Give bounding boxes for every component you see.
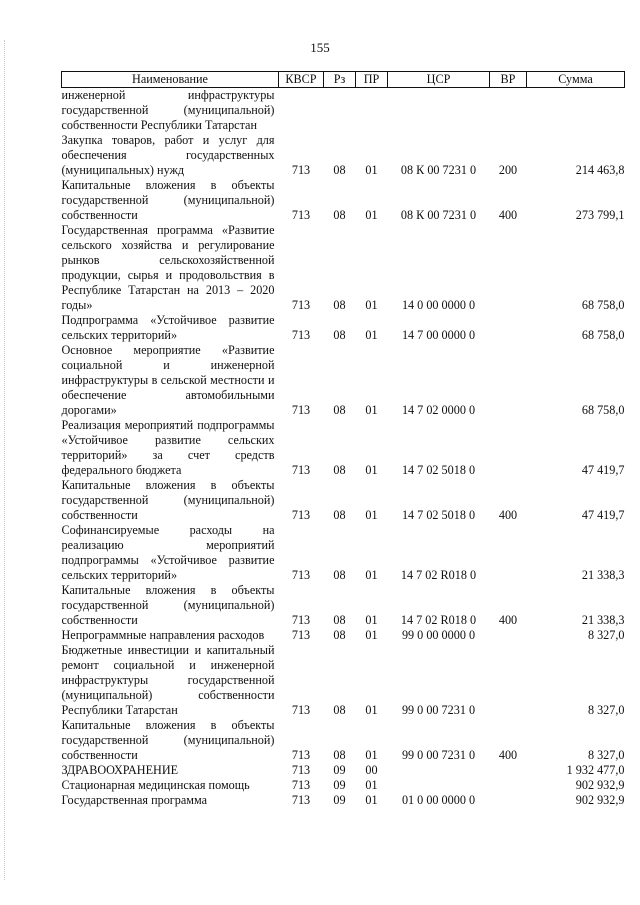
row-sum: 8 327,0 <box>587 628 625 642</box>
row-vr <box>490 313 527 343</box>
table-row <box>62 133 625 178</box>
header-name: Наименование <box>62 72 279 88</box>
row-csr: 14 7 02 R018 0 <box>400 568 477 582</box>
row-sum: 902 932,9 <box>575 778 625 792</box>
row-name: инженерной инфраструктуры государственной (муниципальной) собственности Республики Татарстан <box>61 88 275 132</box>
row-rz: 08 <box>333 208 346 222</box>
row-kvsr: 713 <box>291 628 311 642</box>
row-rz: 08 <box>333 163 346 177</box>
row-pr: 01 <box>365 508 378 522</box>
row-rz: 08 <box>333 508 346 522</box>
row-rz: 08 <box>333 298 346 312</box>
row-name: Капитальные вложения в объекты государственной (муниципальной) собственности <box>61 178 275 222</box>
row-vr <box>490 763 527 778</box>
row-kvsr <box>279 88 324 134</box>
row-kvsr: 713 <box>291 298 311 312</box>
table-row <box>62 583 625 628</box>
row-pr: 01 <box>365 568 378 582</box>
row-rz: 08 <box>333 628 346 642</box>
row-sum: 902 932,9 <box>575 793 625 807</box>
table-row <box>62 643 625 718</box>
row-sum: 1 932 477,0 <box>566 763 625 777</box>
row-vr <box>490 523 527 583</box>
row-pr: 01 <box>365 703 378 717</box>
header-rz: Рз <box>324 72 356 88</box>
row-pr <box>356 88 388 134</box>
header-pr: ПР <box>356 72 388 88</box>
row-sum: 47 419,7 <box>581 463 625 477</box>
row-csr: 99 0 00 0000 0 <box>401 628 476 642</box>
row-vr: 400 <box>498 613 518 627</box>
scan-edge-mark <box>4 40 6 880</box>
row-name: ЗДРАВООХРАНЕНИЕ <box>61 763 179 777</box>
row-kvsr: 713 <box>291 793 311 807</box>
row-csr: 99 0 00 7231 0 <box>401 748 476 762</box>
row-sum: 47 419,7 <box>581 508 625 522</box>
row-vr <box>490 223 527 313</box>
row-kvsr: 713 <box>291 763 311 777</box>
row-pr: 01 <box>365 208 378 222</box>
row-pr: 01 <box>365 748 378 762</box>
row-kvsr: 713 <box>291 328 311 342</box>
row-rz: 09 <box>333 763 346 777</box>
row-sum: 68 758,0 <box>581 298 625 312</box>
row-rz: 08 <box>333 568 346 582</box>
row-sum: 273 799,1 <box>575 208 625 222</box>
table-row <box>62 223 625 313</box>
row-pr: 01 <box>365 328 378 342</box>
row-rz <box>324 88 356 134</box>
row-name: Бюджетные инвестиции и капитальный ремонт социальной и инженерной инфраструктуры государственной (муниципальной) собственности Республики Татарстан <box>61 643 275 717</box>
table-row <box>62 178 625 223</box>
row-rz: 08 <box>333 748 346 762</box>
row-rz: 08 <box>333 328 346 342</box>
row-pr: 01 <box>365 778 378 792</box>
row-sum: 68 758,0 <box>581 328 625 342</box>
table-row <box>62 778 625 793</box>
row-name: Государственная программа <box>61 793 208 807</box>
header-sum: Сумма <box>527 72 625 88</box>
table-row <box>62 343 625 418</box>
row-kvsr: 713 <box>291 463 311 477</box>
row-rz: 09 <box>333 793 346 807</box>
row-csr: 14 7 02 5018 0 <box>401 508 476 522</box>
row-csr <box>388 88 490 134</box>
row-kvsr: 713 <box>291 163 311 177</box>
row-vr <box>490 643 527 718</box>
row-rz: 08 <box>333 463 346 477</box>
row-pr: 01 <box>365 463 378 477</box>
row-name: Реализация мероприятий подпрограммы «Устойчивое развитие сельских территорий» за счет средств федерального бюджета <box>61 418 275 477</box>
row-rz: 08 <box>333 403 346 417</box>
table-row <box>62 478 625 523</box>
row-sum: 8 327,0 <box>587 748 625 762</box>
row-name: Капитальные вложения в объекты государственной (муниципальной) собственности <box>61 583 275 627</box>
row-vr: 400 <box>498 508 518 522</box>
table-row <box>62 718 625 763</box>
row-rz: 09 <box>333 778 346 792</box>
row-kvsr: 713 <box>291 568 311 582</box>
row-pr: 00 <box>365 763 378 777</box>
row-name: Софинансируемые расходы на реализацию мероприятий подпрограммы «Устойчивое развитие сельских территорий» <box>61 523 275 582</box>
row-kvsr: 713 <box>291 508 311 522</box>
row-rz: 08 <box>333 613 346 627</box>
row-name: Капитальные вложения в объекты государственной (муниципальной) собственности <box>61 478 275 522</box>
row-kvsr: 713 <box>291 748 311 762</box>
row-name: Подпрограмма «Устойчивое развитие сельских территорий» <box>61 313 275 342</box>
row-csr: 99 0 00 7231 0 <box>401 703 476 717</box>
table-row <box>62 313 625 343</box>
row-name: Государственная программа «Развитие сельского хозяйства и регулирование рынков сельскохозяйственной продукции, сырья и продовольствия в Республике Татарстан на 2013 – 2020 годы» <box>61 223 275 312</box>
row-vr <box>490 88 527 134</box>
row-pr: 01 <box>365 298 378 312</box>
row-csr: 14 0 00 0000 0 <box>401 298 476 312</box>
row-sum: 21 338,3 <box>581 568 625 582</box>
row-kvsr: 713 <box>291 613 311 627</box>
row-vr <box>490 793 527 808</box>
row-rz: 08 <box>333 703 346 717</box>
table-row <box>62 793 625 808</box>
row-csr: 14 7 02 R018 0 <box>400 613 477 627</box>
row-sum: 21 338,3 <box>581 613 625 627</box>
row-csr <box>388 778 490 793</box>
row-sum: 8 327,0 <box>587 703 625 717</box>
row-name: Стационарная медицинская помощь <box>61 778 250 792</box>
row-csr: 14 7 02 5018 0 <box>401 463 476 477</box>
row-csr <box>388 763 490 778</box>
row-pr: 01 <box>365 793 378 807</box>
header-csr: ЦСР <box>388 72 490 88</box>
row-pr: 01 <box>365 628 378 642</box>
row-sum <box>527 88 625 134</box>
row-name: Капитальные вложения в объекты государственной (муниципальной) собственности <box>61 718 275 762</box>
row-kvsr: 713 <box>291 208 311 222</box>
row-kvsr: 713 <box>291 778 311 792</box>
table-body <box>62 88 625 809</box>
row-pr: 01 <box>365 403 378 417</box>
table-header-row <box>62 72 625 88</box>
budget-table <box>61 71 625 808</box>
header-kvsr: КВСР <box>279 72 324 88</box>
row-pr: 01 <box>365 613 378 627</box>
row-vr <box>490 778 527 793</box>
row-csr: 14 7 02 0000 0 <box>401 403 476 417</box>
row-vr: 400 <box>498 208 518 222</box>
row-vr: 400 <box>498 748 518 762</box>
table-row <box>62 418 625 478</box>
page-number: 155 <box>310 40 330 55</box>
table-row <box>62 763 625 778</box>
row-name: Закупка товаров, работ и услуг для обеспечения государственных (муниципальных) нужд <box>61 133 275 177</box>
row-vr: 200 <box>498 163 518 177</box>
row-kvsr: 713 <box>291 403 311 417</box>
table-row <box>62 523 625 583</box>
table-row <box>62 628 625 643</box>
header-vr: ВР <box>490 72 527 88</box>
row-csr: 14 7 00 0000 0 <box>401 328 476 342</box>
row-name: Непрограммные направления расходов <box>61 628 265 642</box>
row-kvsr: 713 <box>291 703 311 717</box>
row-csr: 08 К 00 7231 0 <box>400 208 477 222</box>
row-csr: 01 0 00 0000 0 <box>401 793 476 807</box>
row-name: Основное мероприятие «Развитие социальной и инженерной инфраструктуры в сельской местности и обеспечение автомобильными дорогами» <box>61 343 275 417</box>
row-vr <box>490 418 527 478</box>
row-pr: 01 <box>365 163 378 177</box>
row-sum: 214 463,8 <box>575 163 625 177</box>
row-vr <box>490 628 527 643</box>
table-row <box>62 88 625 134</box>
row-sum: 68 758,0 <box>581 403 625 417</box>
row-vr <box>490 343 527 418</box>
row-csr: 08 К 00 7231 0 <box>400 163 477 177</box>
